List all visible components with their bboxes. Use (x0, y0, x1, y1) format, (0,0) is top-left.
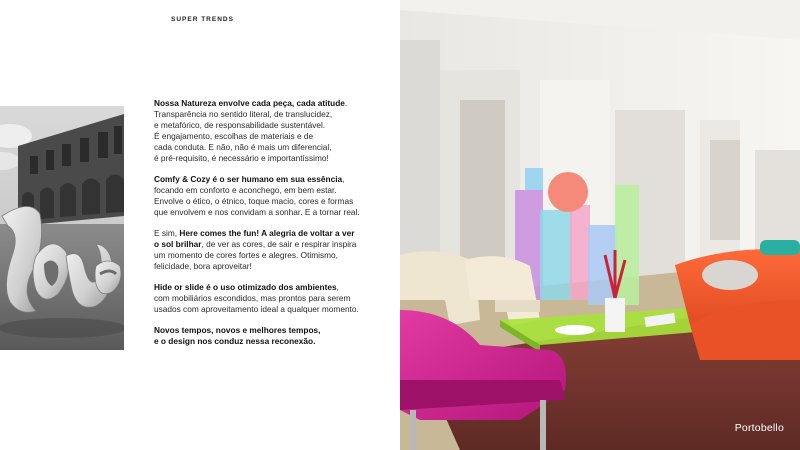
lead-fun: Here comes the fun! A alegria de voltar a ver (179, 228, 355, 238)
closing-text: Novos tempos, novos e melhores tempos, (154, 325, 321, 335)
paragraph-lead-line (154, 174, 394, 185)
text-line: com mobiliários escondidos, mas prontos para serem (154, 293, 351, 303)
paragraph-lead-line (154, 282, 394, 293)
brand-logo: Portobello (734, 422, 784, 434)
lead-natureza: Nossa Natureza envolve cada peça, cada atitude (154, 98, 345, 108)
closing-line (154, 336, 394, 347)
text-line: é pré-requisito, é necessário e importantíssimo! (154, 153, 329, 163)
text-line: e metafórico, de responsabilidade sustentável. (154, 120, 326, 130)
paragraph-comfy (154, 174, 394, 218)
sculpture-image (0, 106, 124, 350)
text-line: felicidade, bora aproveitar! (154, 261, 252, 271)
lead-fun-2: o sol brilhar (154, 239, 202, 249)
paragraph-closing (154, 325, 394, 347)
fun-rest: , de ver as cores, de sair e respirar inspira (201, 239, 357, 249)
text-line: É engajamento, escolhas de materiais e de (154, 131, 314, 141)
paragraph-lead-line (154, 98, 394, 109)
paragraph-fun (154, 228, 394, 272)
article-body (154, 98, 394, 357)
paragraph-lead-line (154, 228, 394, 239)
lead-comfy: Comfy & Cozy é o ser humano em sua essência (154, 174, 343, 184)
lead-suffix: , (336, 282, 339, 292)
closing-line (154, 325, 394, 336)
section-kicker: SUPER TRENDS (171, 16, 234, 23)
lead-suffix: . (344, 98, 348, 108)
paragraph-second-line (154, 239, 394, 250)
sculpture-photo (0, 106, 124, 350)
paragraph-natureza (154, 98, 394, 164)
text-line: um momento de cores fortes e alegres. Otimismo, (154, 250, 338, 260)
living-room-image (400, 0, 800, 450)
text-line: Envolve o ético, o étnico, toque macio, cores e formas (154, 196, 354, 206)
lead-suffix: , (342, 174, 345, 184)
interior-photo (400, 0, 800, 450)
lead-hide: Hide or slide é o uso otimizado dos ambientes (154, 282, 337, 292)
text-line: cada conduta. E não, não é mais um diferencial, (154, 142, 332, 152)
text-line: que envolvem e nos convidam a sonhar. E a tornar real. (154, 207, 360, 217)
fun-prefix: E sim, (154, 228, 180, 238)
text-line: usados com aproveitamento ideal a qualquer momento. (154, 304, 359, 314)
text-line: Transparência no sentido literal, de translucidez, (154, 109, 333, 119)
closing-text: e o design nos conduz nessa reconexão. (154, 336, 316, 346)
paragraph-hide-slide (154, 282, 394, 315)
text-line: focando em conforto e aconchego, em bem estar. (154, 185, 337, 195)
